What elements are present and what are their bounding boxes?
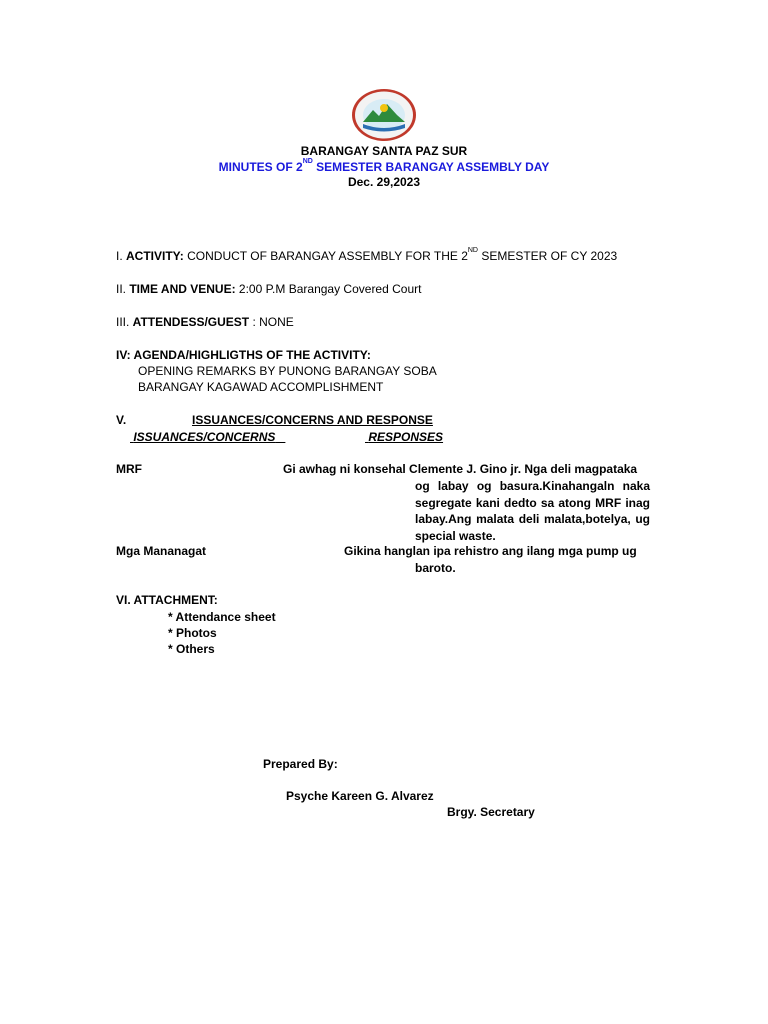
agenda-item: OPENING REMARKS BY PUNONG BARANGAY SOBA — [138, 364, 437, 378]
activity-line: I. ACTIVITY: CONDUCT OF BARANGAY ASSEMBLY FOR THE 2ND SEMESTER OF CY 2023 — [116, 247, 618, 263]
response-first-line: Gi awhag ni konsehal Clemente J. Gino jr. Nga deli magpataka — [283, 462, 638, 476]
response-text: og labay og basura.Kinahangaln naka segregate kani dedto sa atong MRF inag labay.Ang malata deli malata,botelya, ug special waste. — [415, 479, 650, 543]
barangay-name: BARANGAY SANTA PAZ SUR — [300, 144, 468, 158]
attachment-item: * Others — [168, 642, 215, 656]
meeting-date: Dec. 29,2023 — [347, 175, 421, 189]
concern-label: Mga Mananagat — [116, 544, 207, 558]
response-text: baroto. — [415, 561, 456, 575]
attendees-line: III. ATTENDESS/GUEST : NONE — [116, 315, 294, 329]
preparer-position: Brgy. Secretary — [447, 805, 535, 819]
agenda-heading: IV: AGENDA/HIGHLIGTHS OF THE ACTIVITY: — [116, 348, 371, 362]
issuances-heading: ISSUANCES/CONCERNS AND RESPONSE — [192, 413, 433, 427]
attachment-item: * Photos — [168, 626, 217, 640]
minutes-title: MINUTES OF 2ND SEMESTER BARANGAY ASSEMBLY DAY — [218, 158, 550, 174]
response-first-line: Gikina hanglan ipa rehistro ang ilang mga pump ug — [344, 544, 637, 558]
agenda-item: BARANGAY KAGAWAD ACCOMPLISHMENT — [138, 380, 384, 394]
column-header-concerns: ISSUANCES/CONCERNS — [133, 430, 276, 444]
section-v-number: V. — [116, 413, 127, 427]
barangay-seal — [351, 88, 417, 142]
column-header-responses: RESPONSES — [368, 430, 444, 444]
concern-label: MRF — [116, 462, 142, 476]
attachment-heading: VI. ATTACHMENT: — [116, 593, 218, 607]
preparer-name: Psyche Kareen G. Alvarez — [286, 789, 434, 803]
prepared-by-label: Prepared By: — [263, 757, 338, 771]
time-venue-line: II. TIME AND VENUE: 2:00 P.M Barangay Covered Court — [116, 282, 422, 296]
attachment-item: * Attendance sheet — [168, 610, 276, 624]
